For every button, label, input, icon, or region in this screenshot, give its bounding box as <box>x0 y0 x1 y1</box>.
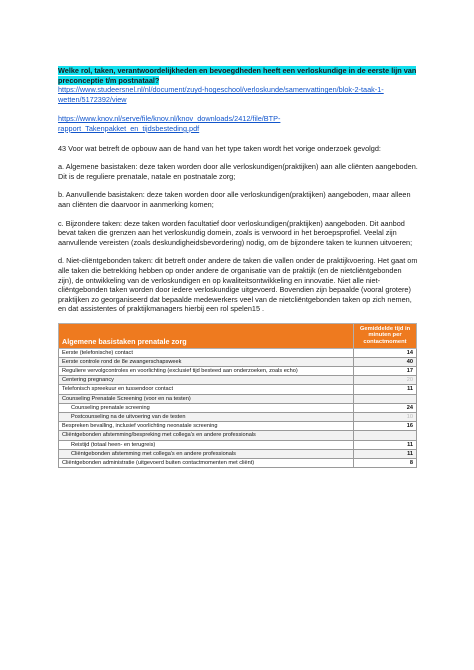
table-cell-value: 16 <box>354 422 417 431</box>
table-row <box>59 348 417 357</box>
table-header-label: Algemene basistaken prenatale zorg <box>59 323 354 348</box>
link-studeersnel[interactable]: https://www.studeersnel.nl/nl/document/zuyd-hogeschool/verloskunde/samenvattingen/blok-2-taak-1-wetten/5172392/view <box>58 85 384 104</box>
table-cell-label: Eerste (telefonische) contact <box>59 348 354 357</box>
table-cell-value: 10 <box>354 413 417 422</box>
link-knov[interactable]: https://www.knov.nl/serve/file/knov.nl/knov_downloads/2412/file/BTP-rapport_Takenpakket_en_tijdsbesteding.pdf <box>58 114 281 133</box>
table-cell-label: Reistijd (totaal heen- en terugreis) <box>59 440 354 449</box>
table-cell-value: 20 <box>354 376 417 385</box>
table-cell-label: Centering pregnancy <box>59 376 354 385</box>
table-cell-value: 11 <box>354 449 417 458</box>
table-row <box>59 367 417 376</box>
table-cell-value <box>354 431 417 440</box>
table-cell-label: Telefonisch spreekuur en tussendoor contact <box>59 385 354 394</box>
paragraph-b: b. Aanvullende basistaken: deze taken worden door alle verloskundigen(praktijken) aangeboden, maar alleen aan cliënten die daarvoor in aanmerking komen; <box>58 190 411 209</box>
table-row <box>59 431 417 440</box>
table-cell-value <box>354 394 417 403</box>
table-row <box>59 403 417 412</box>
table-cell-label: Bespreken bevalling, inclusief voorlichting neonatale screening <box>59 422 354 431</box>
table-row <box>59 440 417 449</box>
table-row <box>59 449 417 458</box>
table-cell-value: 11 <box>354 385 417 394</box>
table-cell-label: Counseling Prenatale Screening (voor en na testen) <box>59 394 354 403</box>
highlighted-question: Welke rol, taken, verantwoordelijkheden en bevoegdheden heeft een verloskundige in de eerste lijn van preconceptie t/m postnataal? <box>58 66 417 85</box>
table-cell-value: 17 <box>354 367 417 376</box>
table-cell-value: 8 <box>354 459 417 468</box>
table-body <box>59 348 417 468</box>
table-row <box>59 385 417 394</box>
table-cell-value: 14 <box>354 348 417 357</box>
table-header-row <box>59 323 417 348</box>
table-header-value: Gemiddelde tijd in minuten per contactmoment <box>354 323 417 348</box>
table-cell-label: Reguliere vervolgcontroles en voorlichting (exclusief tijd besteed aan onderzoeken, zoals echo) <box>59 367 354 376</box>
table-cell-label: Counseling prenatale screening <box>59 403 354 412</box>
question-heading <box>58 66 418 85</box>
table-row <box>59 459 417 468</box>
table-row <box>59 422 417 431</box>
paragraph-intro: 43 Voor wat betreft de opbouw aan de hand van het type taken wordt het vorige onderzoek gevolgd: <box>58 143 381 153</box>
table-cell-label: Cliëntgebonden administratie (uitgevoerd buiten contactmomenten met cliënt) <box>59 459 354 468</box>
table-row <box>59 376 417 385</box>
table-row <box>59 357 417 366</box>
task-time-table <box>58 323 417 468</box>
paragraph-c: c. Bijzondere taken: deze taken worden facultatief door verloskundigen(praktijken) aangeboden. Dit aanbod bevat taken die grenzen aan het verloskundig domein, zoals is verwoord in het beroepsprofiel. Veelal zijn aanvullende vereisten (zoals deskundigheidsbevordering) nodig, om de bijzondere taken te kunnen uitvoeren; <box>58 218 413 247</box>
table-cell-value: 11 <box>354 440 417 449</box>
table-row <box>59 394 417 403</box>
paragraph-a: a. Algemene basistaken: deze taken worden door alle verloskundigen(praktijken) aan alle cliënten aangeboden. Dit is de reguliere prenatale, natale en postnatale zorg; <box>58 162 418 181</box>
table-cell-label: Eerste controle rond de 8e zwangerschapsweek <box>59 357 354 366</box>
table-cell-label: Postcounseling na de uitvoering van de testen <box>59 413 354 422</box>
table-row <box>59 413 417 422</box>
table-cell-label: Cliëntgebonden afstemming/bespreking met collega's en andere professionals <box>59 431 354 440</box>
table-cell-label: Cliëntgebonden afstemming met collega's en andere professionals <box>59 449 354 458</box>
table-cell-value: 40 <box>354 357 417 366</box>
table-cell-value: 24 <box>354 403 417 412</box>
paragraph-d: d. Niet-cliëntgebonden taken: dit betreft onder andere de taken die vallen onder de praktijkvoering. Het gaat om alle taken die betrekking hebben op onder andere de organisatie van de praktijk (en de nietcliëntgebonden zijn), de ontwikkeling van de verloskundigen en op kwaliteitsontwikkeling en innovatie. Niet alle niet-cliëntgebonden taken worden door iedere verloskundige uitgevoerd. Bovendien zijn bepaalde (vooral grotere) praktijken zo georganiseerd dat bepaalde medewerkers veel van de nietcliëntgebonden taken op zich nemen, en dat assistentes of praktijkmanagers hierbij een rol spelen15 . <box>58 256 418 314</box>
